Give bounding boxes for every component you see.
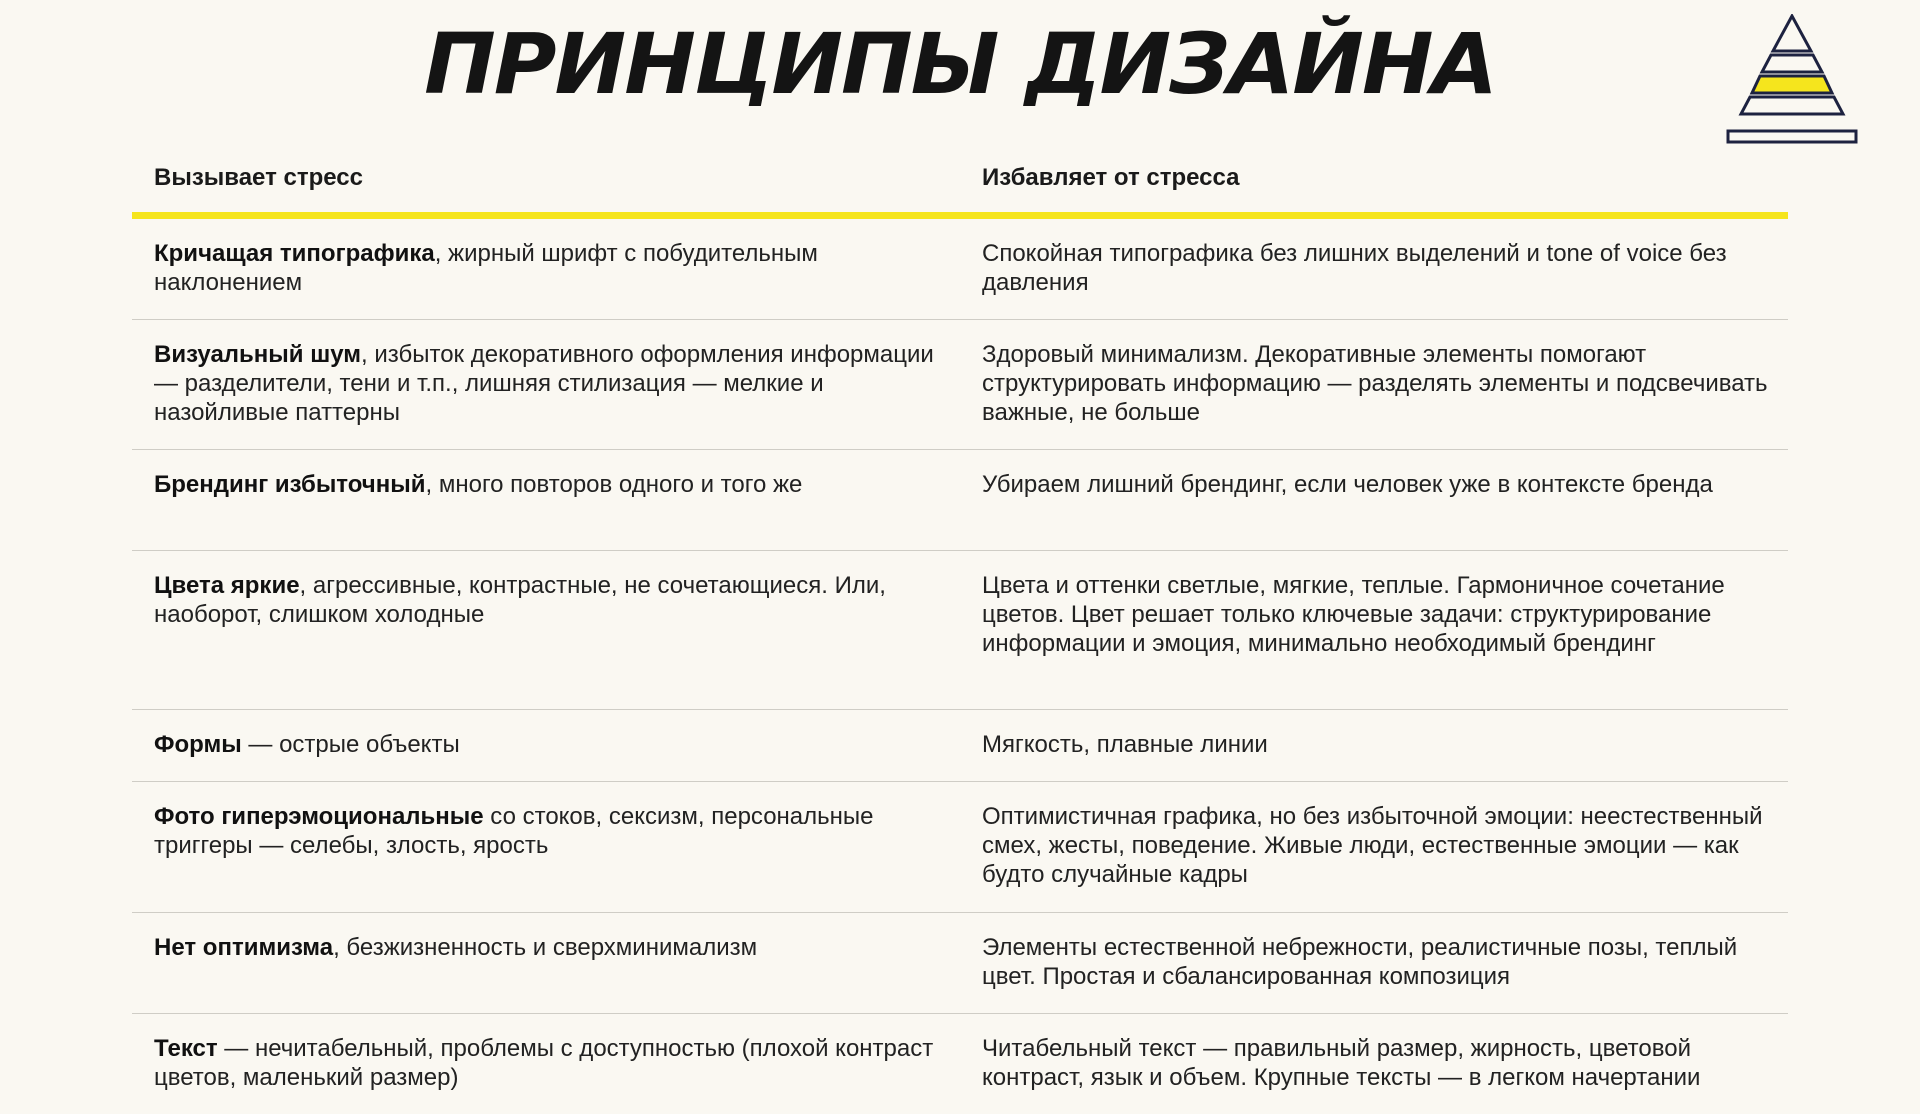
- relief-cell: Читабельный текст — правильный размер, жирность, цветовой контраст, язык и объем. Крупные тексты — в легком начертании: [982, 1035, 1701, 1091]
- stress-cell: [154, 802, 954, 860]
- relief-cell: Здоровый минимализм. Декоративные элементы помогают структурировать информацию — разделять элементы и подсвечивать важные, не больше: [982, 341, 1768, 426]
- header-relieves-stress: Избавляет от стресса: [982, 164, 1240, 191]
- relief-cell: Цвета и оттенки светлые, мягкие, теплые. Гармоничное сочетание цветов. Цвет решает только ключевые задачи: структурирование информации и эмоция, минимально необходимый брендинг: [982, 572, 1725, 657]
- stress-keyword: Цвета яркие: [154, 572, 300, 599]
- principles-table: [132, 154, 1788, 1114]
- stress-cell: [154, 1034, 954, 1092]
- stress-cell: [154, 340, 954, 427]
- table-row: [132, 450, 1788, 551]
- page-title: ПРИНЦИПЫ ДИЗАЙНА: [424, 15, 1496, 113]
- table-header: [132, 154, 1788, 212]
- table-row: [132, 1014, 1788, 1114]
- stress-cell: [154, 730, 954, 759]
- stress-cell: [154, 933, 954, 962]
- stress-description: , избыток декоративного оформления информации — разделители, тени и т.п., лишняя стилизация — мелкие и назойливые паттерны: [154, 341, 934, 426]
- header-divider: [132, 212, 1788, 219]
- table-row: [132, 710, 1788, 782]
- table-row: [132, 551, 1788, 710]
- stress-description: , много повторов одного и того же: [425, 471, 803, 498]
- stress-keyword: Нет оптимизма: [154, 934, 334, 961]
- stress-cell: [154, 571, 954, 629]
- relief-cell: Элементы естественной небрежности, реалистичные позы, теплый цвет. Простая и сбалансированная композиция: [982, 934, 1738, 990]
- header-causes-stress: Вызывает стресс: [154, 164, 363, 191]
- stress-keyword: Текст: [154, 1035, 218, 1062]
- table-row: [132, 219, 1788, 320]
- stress-keyword: Визуальный шум: [154, 341, 361, 368]
- relief-cell: Оптимистичная графика, но без избыточной эмоции: неестественный смех, жесты, поведение. Живые люди, естественные эмоции — как будто случайные кадры: [982, 803, 1763, 888]
- stress-description: — острые объекты: [241, 731, 460, 758]
- stress-description: , безжизненность и сверхминимализм: [333, 934, 758, 961]
- table-row: [132, 782, 1788, 913]
- stress-description: — нечитабельный, проблемы с доступностью (плохой контраст цветов, маленький размер): [154, 1035, 934, 1091]
- pyramid-icon: [1724, 14, 1860, 146]
- stress-description: со стоков, сексизм, персональные триггеры — селебы, злость, ярость: [154, 803, 874, 859]
- stress-keyword: Брендинг избыточный: [154, 471, 426, 498]
- table-row: [132, 913, 1788, 1014]
- stress-description: , агрессивные, контрастные, не сочетающиеся. Или, наоборот, слишком холодные: [154, 572, 886, 628]
- stress-keyword: Фото гиперэмоциональные: [154, 803, 484, 830]
- relief-cell: Мягкость, плавные линии: [982, 731, 1268, 758]
- stress-cell: [154, 470, 954, 499]
- relief-cell: Убираем лишний брендинг, если человек уже в контексте бренда: [982, 471, 1713, 498]
- stress-keyword: Кричащая типографика: [154, 240, 435, 267]
- stress-keyword: Формы: [154, 731, 242, 758]
- table-row: [132, 320, 1788, 450]
- relief-cell: Спокойная типографика без лишних выделений и tone of voice без давления: [982, 240, 1727, 296]
- stress-description: , жирный шрифт с побудительным наклонением: [154, 240, 818, 296]
- stress-cell: [154, 239, 954, 297]
